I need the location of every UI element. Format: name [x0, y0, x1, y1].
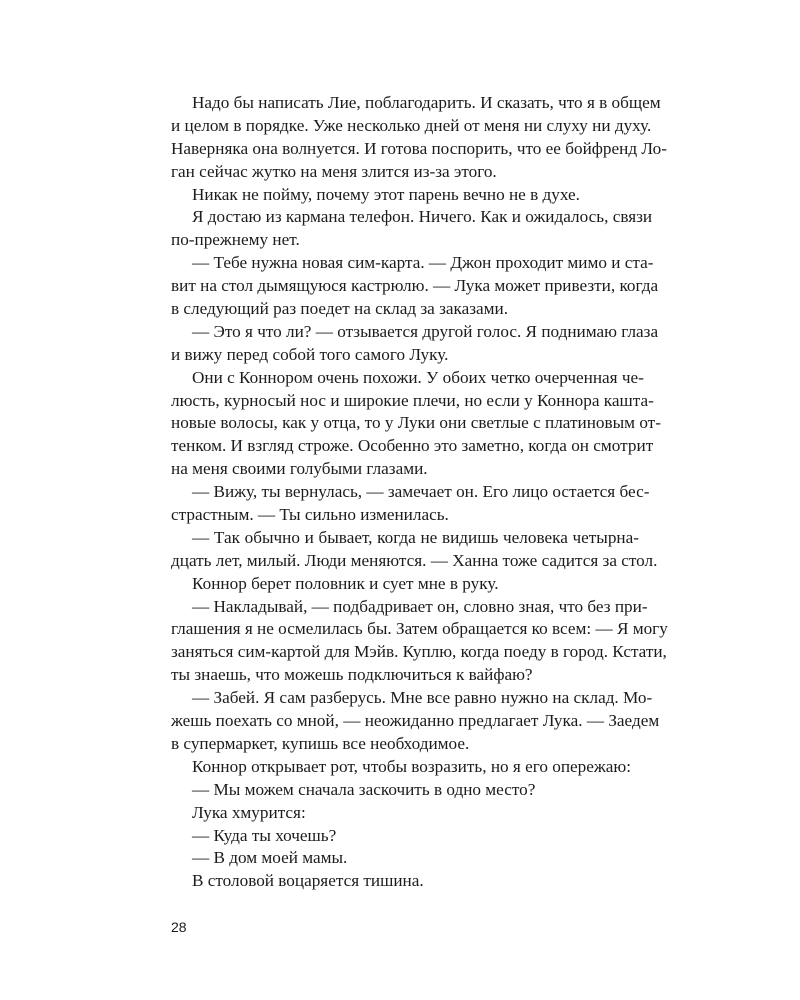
text-line: Я достаю из кармана телефон. Ничего. Как и ожидалось, связи: [192, 207, 653, 227]
text-line: новые волосы, как у отца, то у Луки они светлые с платиновым от-: [171, 413, 661, 433]
text-line: Коннор открывает рот, чтобы возразить, но я его опережаю:: [192, 756, 632, 776]
text-line: в следующий раз поедет на склад за заказами.: [171, 299, 509, 319]
text-line: по-прежнему нет.: [171, 230, 300, 250]
text-line: Лука хмурится:: [192, 802, 306, 822]
text-line: вит на стол дымящуюся кастрюлю. — Лука может привезти, когда: [171, 276, 659, 296]
text-line: ган сейчас жутко на меня злится из-за этого.: [171, 161, 497, 181]
text-line: жешь поехать со мной, — неожиданно предлагает Лука. — Заедем: [171, 711, 660, 731]
text-line: — Мы можем сначала заскочить в одно место?: [192, 779, 536, 799]
text-line: — В дом моей мамы.: [192, 848, 348, 868]
body-text: [171, 92, 668, 893]
text-line: Надо бы написать Лие, поблагодарить. И сказать, что я в общем: [192, 93, 661, 112]
text-line: — Забей. Я сам разберусь. Мне все равно нужно на склад. Мо-: [192, 688, 653, 708]
text-line: — Это я что ли? — отзывается другой голос. Я поднимаю глаза: [192, 321, 659, 341]
text-line: заняться сим-картой для Мэйв. Куплю, когда поеду в город. Кстати,: [171, 642, 667, 662]
text-line: Никак не пойму, почему этот парень вечно не в духе.: [192, 184, 580, 204]
text-line: страстным. — Ты сильно изменилась.: [171, 505, 449, 525]
text-line: на меня своими голубыми глазами.: [171, 459, 428, 479]
text-line: — Так обычно и бывает, когда не видишь человека четырна-: [192, 527, 639, 547]
text-line: люсть, курносый нос и широкие плечи, но если у Коннора кашта-: [171, 390, 654, 410]
text-line: — Вижу, ты вернулась, — замечает он. Его лицо остается бес-: [192, 482, 650, 502]
text-line: и вижу перед собой того самого Луку.: [171, 344, 449, 364]
text-line: в супермаркет, купишь все необходимое.: [171, 733, 470, 753]
text-line: — Куда ты хочешь?: [192, 825, 337, 845]
text-line: ты знаешь, что можешь подключиться к вайфаю?: [171, 665, 533, 685]
text-line: тенком. И взгляд строже. Особенно это заметно, когда он смотрит: [171, 436, 654, 456]
text-line: Наверняка она волнуется. И готова поспорить, что ее бойфренд Ло-: [171, 138, 667, 158]
text-line: Коннор берет половник и сует мне в руку.: [192, 573, 499, 593]
page-number: 28: [171, 919, 187, 935]
text-line: — Тебе нужна новая сим-карта. — Джон проходит мимо и ста-: [192, 253, 654, 273]
text-line: и целом в порядке. Уже несколько дней от меня ни слуху ни духу.: [171, 115, 652, 135]
text-line: глашения я не осмелилась бы. Затем обращается ко всем: — Я могу: [171, 619, 668, 639]
text-line: — Накладывай, — подбадривает он, словно зная, что без при-: [192, 596, 648, 616]
text-line: В столовой воцаряется тишина.: [192, 871, 424, 891]
text-line: Они с Коннором очень похожи. У обоих четко очерченная че-: [192, 367, 644, 387]
text-line: дцать лет, милый. Люди меняются. — Ханна тоже садится за стол.: [171, 550, 658, 570]
